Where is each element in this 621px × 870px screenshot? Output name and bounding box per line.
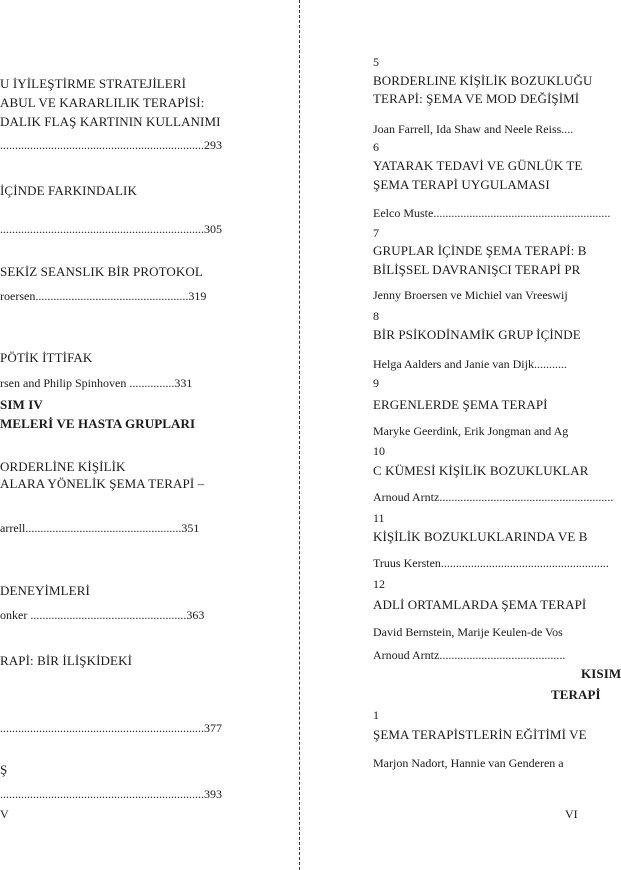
chapter-author-line: David Bernstein, Marije Keulen-de Vos <box>373 625 563 639</box>
chapter-title-line: ADLİ ORTAMLARDA ŞEMA TERAPİ <box>373 597 587 612</box>
chapter-title-line: DALIK FLAŞ KARTININ KULLANIMI <box>0 114 221 129</box>
chapter-author-line: ....................................................................293 <box>0 138 222 152</box>
chapter-author-line: onker ....................................................363 <box>0 608 205 622</box>
left-page <box>0 0 296 870</box>
chapter-author-line: rsen and Philip Spinhoven ...............331 <box>0 376 193 390</box>
chapter-number: 6 <box>373 140 379 154</box>
chapter-author-line: Arnoud Arntz.......................................................... <box>373 490 614 504</box>
chapter-title-line: ORDERLİNE KİŞİLİK <box>0 459 126 474</box>
chapter-number: 1 <box>373 708 379 722</box>
chapter-author-line: Helga Aalders and Janie van Dijk........... <box>373 357 567 371</box>
chapter-title-line: PÖTİK İTTİFAK <box>0 350 93 365</box>
chapter-author-line: Truus Kersten........................................................ <box>373 556 609 570</box>
chapter-number: 12 <box>373 577 385 591</box>
chapter-author-line: arrell....................................................351 <box>0 521 200 535</box>
chapter-author-line: Marjon Nadort, Hannie van Genderen a <box>373 756 564 770</box>
chapter-author-line: Arnoud Arntz.......................................... <box>373 648 566 662</box>
part-heading: KISIM <box>581 666 621 681</box>
chapter-title-line: BİR PSİKODİNAMİK GRUP İÇİNDE <box>373 327 581 342</box>
chapter-author-line: ....................................................................393 <box>0 787 222 801</box>
chapter-title-line: RAPİ: BİR İLİŞKİDEKİ <box>0 653 132 668</box>
part-subheading: TERAPİ <box>551 687 601 702</box>
chapter-number: 10 <box>373 444 385 458</box>
chapter-author-line: roersen...................................................319 <box>0 289 207 303</box>
chapter-number: 11 <box>373 511 385 525</box>
chapter-author-line: Joan Farrell, Ida Shaw and Neele Reiss.... <box>373 122 574 136</box>
chapter-title-line: BİLİŞSEL DAVRANIŞCI TERAPİ PR <box>373 262 581 277</box>
part-subheading: MELERİ VE HASTA GRUPLARI <box>0 416 196 431</box>
chapter-title-line: KİŞİLİK BOZUKLUKLARINDA VE B <box>373 529 588 544</box>
page-number: VI <box>565 807 578 821</box>
chapter-number: 9 <box>373 376 379 390</box>
chapter-title-line: Ş <box>0 762 8 777</box>
chapter-author-line: Maryke Geerdink, Erik Jongman and Ag <box>373 424 569 438</box>
chapter-title-line: U İYİLEŞTİRME STRATEJİLERİ <box>0 76 187 91</box>
chapter-title-line: ŞEMA TERAPİ UYGULAMASI <box>373 177 550 192</box>
chapter-title-line: İÇİNDE FARKINDALIK <box>0 183 137 198</box>
chapter-title-line: BORDERLINE KİŞİLİK BOZUKLUĞU <box>373 73 593 88</box>
chapter-title-line: YATARAK TEDAVİ VE GÜNLÜK TE <box>373 158 583 173</box>
chapter-title-line: ŞEMA TERAPİSTLERİN EĞİTİMİ VE <box>373 727 587 742</box>
chapter-title-line: C KÜMESİ KİŞİLİK BOZUKLUKLAR <box>373 463 589 478</box>
chapter-number: 5 <box>373 55 379 69</box>
page-divider <box>299 0 300 870</box>
chapter-author-line: Eelco Muste........................................................... <box>373 206 611 220</box>
chapter-title-line: ERGENLERDE ŞEMA TERAPİ <box>373 397 548 412</box>
chapter-author-line: ....................................................................305 <box>0 222 222 236</box>
chapter-title-line: TERAPİ: ŞEMA VE MOD DEĞİŞİMİ <box>373 91 580 106</box>
chapter-author-line: Jenny Broersen ve Michiel van Vreeswij <box>373 288 568 302</box>
part-heading: SIM IV <box>0 397 43 412</box>
page-number: V <box>0 807 9 821</box>
chapter-title-line: SEKİZ SEANSLIK BİR PROTOKOL <box>0 264 203 279</box>
right-page <box>303 0 621 870</box>
chapter-number: 7 <box>373 226 379 240</box>
chapter-title-line: GRUPLAR İÇİNDE ŞEMA TERAPİ: B <box>373 243 587 258</box>
chapter-title-line: ABUL VE KARARLILIK TERAPİSİ: <box>0 95 205 110</box>
chapter-title-line: DENEYİMLERİ <box>0 583 90 598</box>
chapter-number: 8 <box>373 309 379 323</box>
chapter-title-line: ALARA YÖNELİK ŞEMA TERAPİ – <box>0 476 205 491</box>
chapter-author-line: ....................................................................377 <box>0 721 222 735</box>
